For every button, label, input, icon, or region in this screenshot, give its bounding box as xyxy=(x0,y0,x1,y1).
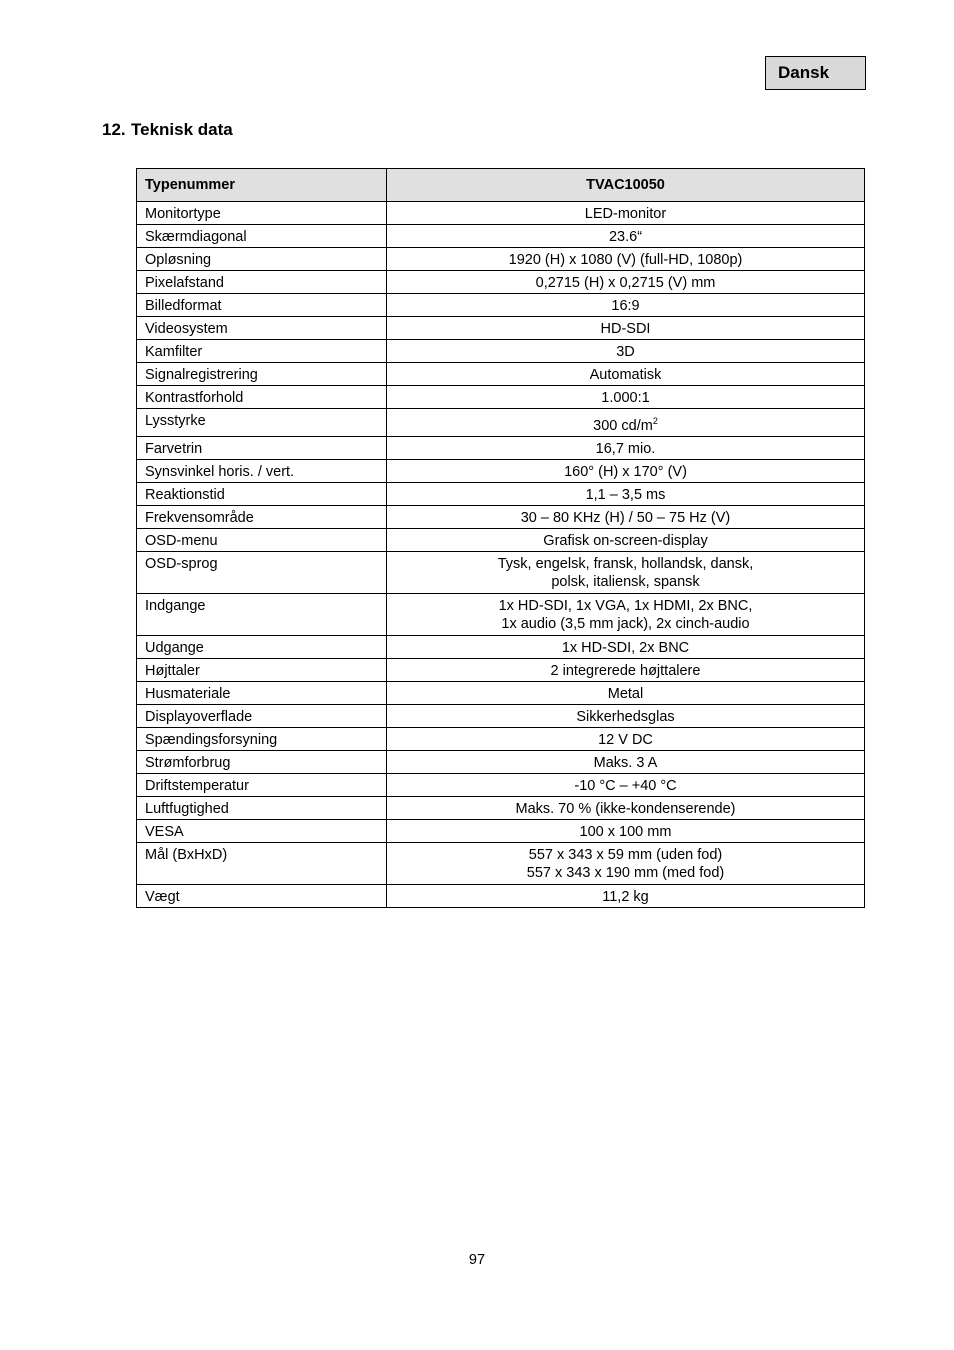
spec-label: Lysstyrke xyxy=(137,409,387,437)
spec-value xyxy=(387,202,865,225)
spec-value-text: 1x HD-SDI, 1x VGA, 1x HDMI, 2x BNC, xyxy=(498,597,753,614)
spec-value xyxy=(387,271,865,294)
spec-value-text: Sikkerhedsglas xyxy=(576,708,675,725)
spec-label: Vægt xyxy=(137,884,387,907)
spec-value xyxy=(387,593,865,635)
spec-value xyxy=(387,884,865,907)
spec-value-text: 1.000:1 xyxy=(601,390,650,406)
spec-value xyxy=(387,248,865,271)
spec-value xyxy=(387,773,865,796)
spec-value xyxy=(387,819,865,842)
spec-value-text: Grafisk on-screen-display xyxy=(543,532,708,549)
spec-value xyxy=(387,363,865,386)
table-row xyxy=(137,681,865,704)
table-row xyxy=(137,386,865,409)
section-title: Teknisk data xyxy=(131,120,233,139)
spec-value xyxy=(387,340,865,363)
spec-value-text: 11,2 kg xyxy=(602,888,649,905)
table-row xyxy=(137,459,865,482)
spec-value-text: Metal xyxy=(607,685,644,702)
section-heading xyxy=(102,119,233,141)
spec-value xyxy=(387,225,865,248)
table-row xyxy=(137,340,865,363)
spec-value-text-line2: 1x audio (3,5 mm jack), 2x cinch-audio xyxy=(501,615,750,632)
spec-value xyxy=(387,409,865,437)
spec-value-text: -10 °C – +40 °C xyxy=(574,777,677,794)
header-value: TVAC10050 xyxy=(387,169,865,202)
spec-value xyxy=(387,482,865,505)
table-row xyxy=(137,796,865,819)
spec-value-superscript: 2 xyxy=(652,416,658,426)
spec-label: Spændingsforsyning xyxy=(137,727,387,750)
spec-value xyxy=(387,459,865,482)
table-row xyxy=(137,750,865,773)
spec-label: Luftfugtighed xyxy=(137,796,387,819)
spec-value-text: 2 integrerede højttalere xyxy=(550,662,701,679)
table-row xyxy=(137,505,865,528)
table-row xyxy=(137,819,865,842)
table-row xyxy=(137,842,865,884)
table-row xyxy=(137,317,865,340)
spec-value xyxy=(387,750,865,773)
section-number: 12. xyxy=(102,120,126,139)
spec-value xyxy=(387,528,865,551)
table-row xyxy=(137,225,865,248)
language-tab: Dansk xyxy=(765,56,866,90)
spec-label: Skærmdiagonal xyxy=(137,225,387,248)
spec-label: Driftstemperatur xyxy=(137,773,387,796)
spec-value-text: 0,2715 (H) x 0,2715 (V) mm xyxy=(535,275,716,291)
spec-value xyxy=(387,294,865,317)
table-row xyxy=(137,704,865,727)
spec-value-text: 557 x 343 x 59 mm (uden fod) xyxy=(528,846,723,863)
table-row xyxy=(137,271,865,294)
header-label: Typenummer xyxy=(137,169,387,202)
spec-label: Reaktionstid xyxy=(137,482,387,505)
spec-label: Strømforbrug xyxy=(137,750,387,773)
spec-value-text: 12 V DC xyxy=(598,731,653,748)
table-row xyxy=(137,635,865,658)
table-row xyxy=(137,551,865,593)
table-row xyxy=(137,528,865,551)
spec-value xyxy=(387,386,865,409)
spec-value xyxy=(387,727,865,750)
spec-value xyxy=(387,436,865,459)
table-row xyxy=(137,294,865,317)
spec-label: Opløsning xyxy=(137,248,387,271)
spec-label: Husmateriale xyxy=(137,681,387,704)
spec-value-text: 23.6“ xyxy=(608,229,643,245)
spec-value xyxy=(387,704,865,727)
spec-value-text: 16,7 mio. xyxy=(595,440,656,457)
spec-label: Monitortype xyxy=(137,202,387,225)
spec-label: Billedformat xyxy=(137,294,387,317)
table-row xyxy=(137,658,865,681)
table-row xyxy=(137,436,865,459)
spec-value-text: 30 – 80 KHz (H) / 50 – 75 Hz (V) xyxy=(520,509,731,526)
spec-value-text-line2: polsk, italiensk, spansk xyxy=(551,573,700,590)
spec-value-text-line2: 557 x 343 x 190 mm (med fod) xyxy=(526,864,725,881)
spec-label: OSD-menu xyxy=(137,528,387,551)
spec-value xyxy=(387,551,865,593)
spec-table xyxy=(136,168,865,908)
table-row xyxy=(137,727,865,750)
spec-value-text: Maks. 3 A xyxy=(593,754,658,771)
table-row xyxy=(137,773,865,796)
spec-value-text: 1x HD-SDI, 2x BNC xyxy=(561,639,690,656)
spec-value-text: Maks. 70 % (ikke-kondenserende) xyxy=(515,800,736,817)
table-row xyxy=(137,248,865,271)
page-number: 97 xyxy=(468,1252,486,1268)
table-row xyxy=(137,202,865,225)
spec-value-text: HD-SDI xyxy=(600,321,651,337)
table-row xyxy=(137,409,865,437)
spec-label: Kamfilter xyxy=(137,340,387,363)
spec-label: Farvetrin xyxy=(137,436,387,459)
spec-value xyxy=(387,317,865,340)
spec-label: Indgange xyxy=(137,593,387,635)
spec-label: Pixelafstand xyxy=(137,271,387,294)
spec-value xyxy=(387,658,865,681)
spec-table-body xyxy=(137,202,865,908)
spec-value xyxy=(387,505,865,528)
spec-label: OSD-sprog xyxy=(137,551,387,593)
spec-label: Udgange xyxy=(137,635,387,658)
spec-label: Mål (BxHxD) xyxy=(137,842,387,884)
spec-value-text: Automatisk xyxy=(589,367,662,383)
spec-value-text: 100 x 100 mm xyxy=(579,823,672,840)
spec-label: Displayoverflade xyxy=(137,704,387,727)
spec-label: Kontrastforhold xyxy=(137,386,387,409)
spec-value-text: LED-monitor xyxy=(584,206,667,222)
spec-value-text: 1920 (H) x 1080 (V) (full-HD, 1080p) xyxy=(508,252,743,268)
spec-label: VESA xyxy=(137,819,387,842)
spec-value-text: 300 cd/m xyxy=(593,417,653,434)
spec-value-text: 16:9 xyxy=(611,298,640,314)
spec-label: Frekvensområde xyxy=(137,505,387,528)
spec-value xyxy=(387,796,865,819)
table-row xyxy=(137,884,865,907)
spec-value-text: 1,1 – 3,5 ms xyxy=(585,486,666,503)
spec-value xyxy=(387,681,865,704)
spec-value xyxy=(387,842,865,884)
spec-label: Videosystem xyxy=(137,317,387,340)
table-row xyxy=(137,482,865,505)
spec-value xyxy=(387,635,865,658)
spec-label: Højttaler xyxy=(137,658,387,681)
table-row xyxy=(137,363,865,386)
spec-label: Signalregistrering xyxy=(137,363,387,386)
table-header-row xyxy=(137,169,865,202)
spec-value-text: 160° (H) x 170° (V) xyxy=(564,463,687,480)
table-row xyxy=(137,593,865,635)
spec-label: Synsvinkel horis. / vert. xyxy=(137,459,387,482)
spec-value-text: Tysk, engelsk, fransk, hollandsk, dansk, xyxy=(497,555,754,572)
spec-value-text: 3D xyxy=(616,344,635,360)
